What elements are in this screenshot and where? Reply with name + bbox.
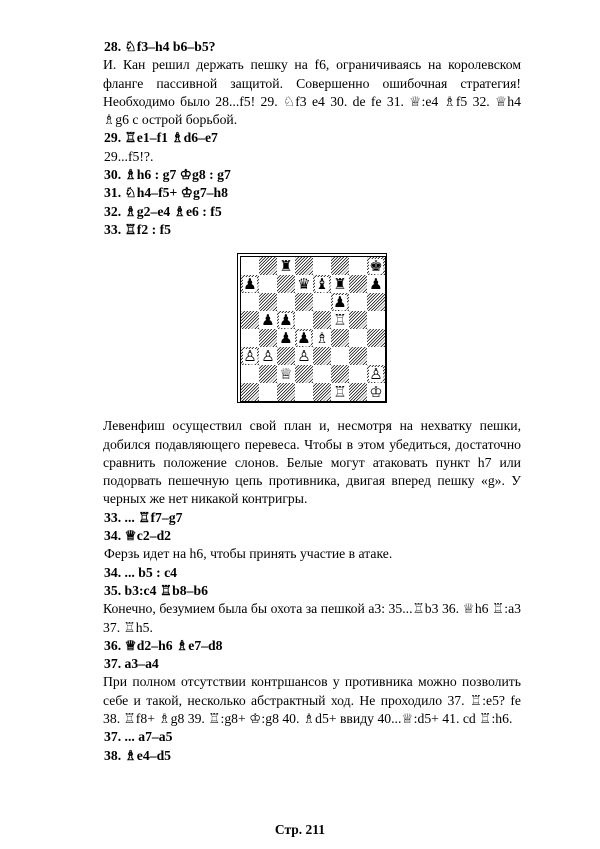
board-square (241, 257, 259, 275)
board-square (241, 347, 259, 365)
chess-piece-icon: ♙ (297, 346, 311, 365)
commentary-paragraph: Левенфиш осуществил свой план и, несмотря на нехватку пешки, добился подавляющего перевеса. Чтобы в этом убедиться, достаточно сравнить положение слонов. Белые могут атаковать пункт h7 или подорвать пешечную цепь противника, двигая вперед пешку «g». У черных же нет никакой контригры. (103, 418, 521, 507)
board-square (349, 347, 367, 365)
move-line: 38. ♗e4–d5 (104, 747, 172, 763)
board-square (367, 329, 385, 347)
board-square (367, 293, 385, 311)
chess-piece-icon: ♝ (315, 274, 329, 293)
board-square (241, 365, 259, 383)
chess-piece-icon: ♟ (279, 328, 293, 347)
chess-piece-icon: ♕ (279, 364, 293, 383)
board-square (295, 329, 313, 347)
board-square (313, 275, 331, 293)
board-square (241, 311, 259, 329)
move-line: 34. ... b5 : c4 (104, 564, 177, 580)
board-square (313, 257, 331, 275)
board-square (277, 365, 295, 383)
board-square (313, 311, 331, 329)
page-body (103, 38, 521, 765)
board-square (349, 329, 367, 347)
board-square (295, 347, 313, 365)
board-square (277, 293, 295, 311)
board-square (295, 257, 313, 275)
move-line: 36. ♕d2–h6 ♗e7–d8 (104, 637, 223, 653)
chess-piece-icon: ♙ (243, 346, 257, 365)
board-square (349, 293, 367, 311)
board-square (295, 293, 313, 311)
board-square (241, 275, 259, 293)
board-square (313, 347, 331, 365)
board-square (259, 293, 277, 311)
board-square (331, 257, 349, 275)
chess-piece-icon: ♔ (369, 382, 383, 401)
move-line: 32. ♗g2–e4 ♗e6 : f5 (104, 203, 222, 219)
chess-piece-icon: ♖ (333, 310, 347, 329)
chess-piece-icon: ♜ (279, 256, 293, 275)
chess-board (240, 256, 386, 402)
board-square (277, 311, 295, 329)
board-square (277, 275, 295, 293)
chess-piece-icon: ♟ (243, 274, 257, 293)
board-square (349, 383, 367, 401)
chess-piece-icon: ♜ (333, 274, 347, 293)
commentary-line: Ферзь идет на h6, чтобы принять участие в атаке. (104, 546, 393, 562)
board-square (313, 329, 331, 347)
move-line: 37. ... a7–a5 (104, 729, 173, 745)
board-square (259, 275, 277, 293)
board-square (367, 347, 385, 365)
chess-piece-icon: ♖ (333, 382, 347, 401)
chess-diagram (103, 253, 521, 403)
chess-piece-icon: ♛ (297, 274, 311, 293)
board-square (349, 365, 367, 383)
board-square (367, 365, 385, 383)
chess-piece-icon: ♟ (279, 310, 293, 329)
chess-piece-icon: ♚ (369, 256, 383, 275)
board-square (313, 383, 331, 401)
chess-piece-icon: ♟ (297, 328, 311, 347)
board-square (349, 275, 367, 293)
move-line: 33. ... ♖f7–g7 (104, 509, 183, 525)
board-square (259, 257, 277, 275)
board-square (259, 329, 277, 347)
commentary-line: 29...f5!?. (104, 148, 154, 164)
board-square (295, 275, 313, 293)
chess-board-frame (237, 253, 387, 403)
board-square (349, 311, 367, 329)
board-square (367, 311, 385, 329)
board-square (331, 329, 349, 347)
chess-piece-icon: ♙ (261, 346, 275, 365)
chess-piece-icon: ♟ (261, 310, 275, 329)
chess-piece-icon: ♗ (315, 328, 329, 347)
board-square (259, 383, 277, 401)
board-square (367, 257, 385, 275)
board-square (295, 311, 313, 329)
board-square (331, 383, 349, 401)
board-square (277, 329, 295, 347)
board-square (259, 365, 277, 383)
board-square (295, 365, 313, 383)
board-square (241, 383, 259, 401)
chess-piece-icon: ♟ (333, 292, 347, 311)
move-line: 33. ♖f2 : f5 (104, 221, 172, 237)
board-square (367, 275, 385, 293)
move-line: 30. ♗h6 : g7 ♔g8 : g7 (104, 167, 231, 183)
board-square (241, 329, 259, 347)
text-bottom (103, 417, 521, 765)
board-square (313, 365, 331, 383)
board-square (259, 347, 277, 365)
board-square (331, 365, 349, 383)
move-line: 31. ♘h4–f5+ ♔g7–h8 (104, 185, 228, 201)
move-line: 35. b3:c4 ♖b8–b6 (104, 582, 208, 598)
page-number: Стр. 211 (274, 822, 326, 837)
board-square (331, 347, 349, 365)
chess-piece-icon: ♟ (369, 274, 383, 293)
move-line: 34. ♕c2–d2 (104, 528, 172, 544)
chess-piece-icon: ♙ (369, 364, 383, 383)
board-square (277, 257, 295, 275)
board-square (331, 275, 349, 293)
move-line: 28. ♘f3–h4 b6–b5? (104, 39, 216, 54)
text-top (103, 38, 521, 239)
board-square (277, 347, 295, 365)
board-square (295, 383, 313, 401)
board-square (313, 293, 331, 311)
board-square (349, 257, 367, 275)
board-square (277, 383, 295, 401)
move-line: 29. ♖e1–f1 ♗d6–e7 (104, 130, 218, 146)
commentary-paragraph: Конечно, безумием была бы охота за пешкой a3: 35...♖b3 36. ♕h6 ♖:a3 37. ♖h5. (103, 601, 521, 635)
board-square (331, 293, 349, 311)
commentary-paragraph: При полном отсутствии контршансов у противника можно позволить себе и такой, несколько абстрактный ход. Не проходило 37. ♖:e5? fe 38. ♖f8+ ♗g8 39. ♖:g8+ ♔:g8 40. ♗d5+ ввиду 40...♕:d5+ 41. cd ♖:h6. (103, 674, 521, 727)
move-line: 37. a3–a4 (104, 656, 159, 672)
board-square (241, 293, 259, 311)
board-square (259, 311, 277, 329)
board-square (367, 383, 385, 401)
commentary-paragraph: И. Кан решил держать пешку на f6, ограничиваясь на королевском фланге пассивной защитой. Совершенно ошибочная стратегия! Необходимо было 28...f5! 29. ♘f3 e4 30. de fe 31. ♕:e4 ♗f5 32. ♕h4 ♗g6 с острой борьбой. (103, 57, 521, 128)
board-square (331, 311, 349, 329)
